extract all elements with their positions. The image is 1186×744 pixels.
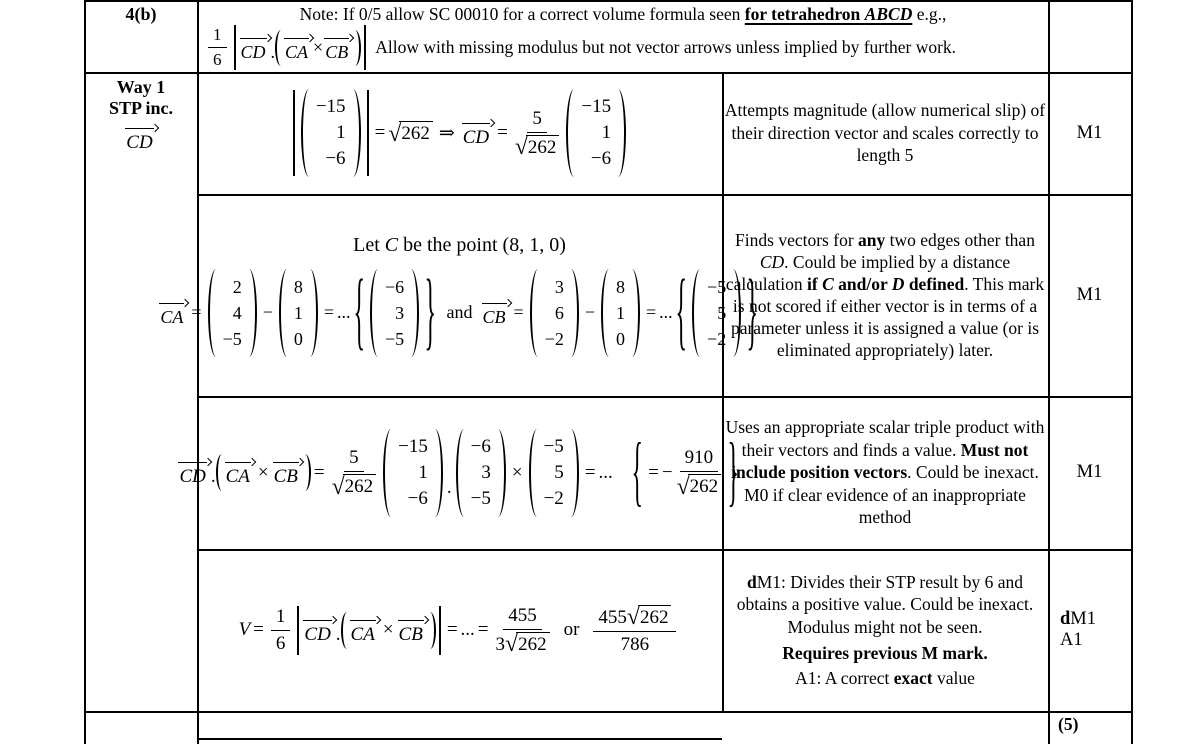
way-label: Way 1 (116, 77, 166, 97)
vector-CA: CA (224, 457, 255, 488)
vector-matrix: −5 5 −2 (529, 429, 579, 517)
note-text-post: e.g., (912, 4, 947, 24)
sqrt-262: √ 262 (388, 121, 433, 145)
vector-matrix: −6 3 −5 (370, 269, 419, 357)
note-line-2 (204, 24, 956, 71)
vector-matrix: 8 1 0 (279, 269, 318, 357)
vector-CA: CA (283, 33, 313, 63)
requires-previous-mark: Requires previous M mark. (782, 643, 988, 664)
vector-CD: CD (124, 123, 157, 154)
working-magnitude: −15 1 −6 = √ 262 ⇒ CD = 5 √ 262 −15 1 −6 (199, 74, 720, 192)
fraction-one-sixth: $\frac{1}{6}$ (208, 25, 227, 70)
row-divider-5 (84, 711, 1133, 713)
notes-magnitude: Attempts magnitude (allow numerical slip) of their direction vector and scales correctly to length 5 (724, 100, 1046, 166)
table-border-right (1131, 0, 1133, 744)
vector-CD: CD (177, 457, 210, 488)
vector-matrix: 2 4 −5 (208, 269, 257, 357)
vector-CA: CA (349, 615, 380, 646)
vector-matrix: −5 5 −2 (692, 269, 741, 357)
vector-CD: CD (302, 615, 335, 646)
note-underlined-phrase: for tetrahedron ABCD (744, 4, 913, 24)
answer-fraction-1: 455 3 √ 262 (496, 605, 550, 656)
mark-magnitude: M1 (1076, 122, 1103, 143)
modulus-stp: CD . CA × CB (294, 605, 443, 656)
total-mark: (5) (1058, 714, 1079, 734)
way-method-label: STP inc. (108, 98, 174, 118)
vector-matrix: 3 6 −2 (530, 269, 579, 357)
vector-matrix: −15 1 −6 (383, 429, 443, 517)
vector-matrix: −15 1 −6 (301, 89, 361, 177)
vector-CB: CB (397, 615, 428, 646)
fraction-one-sixth: $\frac{1}{6}$ (271, 606, 291, 655)
answer-fraction-2: 455 √ 262 786 (593, 605, 676, 656)
partial-inner-line (199, 738, 722, 740)
way-cell (86, 77, 196, 154)
note-line-1 (200, 4, 1046, 25)
working-volume: V = $\frac{1}{6}$ CD . CA × CB = ... = 455 3 √ 262 or 455 √ 262 786 (199, 551, 720, 709)
scale-fraction: 5 √ 262 (515, 108, 560, 159)
coefficient-fraction: 5 √ 262 (332, 447, 377, 498)
bracketed-result: = − 910 √ 262 (645, 447, 725, 498)
note-line-2-text: Allow with missing modulus but not vector arrows unless implied by further work. (375, 37, 957, 57)
question-number: 4(b) (125, 4, 157, 24)
paren-group: CA × CB (275, 30, 361, 66)
vector-CD: CD (461, 118, 494, 149)
mark-volume: dM1 A1 (1060, 609, 1096, 650)
volume-symbol: V (238, 619, 251, 640)
modulus-direction-vector (290, 89, 372, 177)
vector-CB: CB (272, 457, 303, 488)
note-text-pre: Note: If 0/5 allow SC 00010 for a correct volume formula seen (299, 4, 745, 24)
mark-edges: M1 (1076, 284, 1103, 305)
notes-edges: Finds vectors for any two edges other than CD. Could be implied by a distance calculation if C and/or D defined. This mark is not scored if either vector is in terms of a parameter unless it is assigned a value (or is eliminated appropriately) later. (725, 230, 1045, 360)
vector-CB: CB (323, 33, 353, 63)
vector-matrix: −6 3 −5 (456, 429, 506, 517)
vector-matrix: −15 1 −6 (566, 89, 626, 177)
vector-CD: CD (239, 33, 271, 63)
working-edges: Let C be the point (8, 1, 0) CA = 2 4 −5 − 8 1 0 = ... { −6 3 −5 } and CB = 3 6 −2 − 8 1 0 = ... { −5 5 −2 } (160, 233, 759, 359)
table-border-top (84, 0, 1133, 2)
notes-volume: dM1: Divides their STP result by 6 and obtains a positive value. Could be inexact. Modulus might not be seen. Requires previous M mark. A1: A correct exact value (736, 571, 1034, 688)
modulus-stp-formula: CD . CA × CB (231, 24, 370, 71)
vector-matrix: 8 1 0 (601, 269, 640, 357)
vector-CA: CA (158, 298, 188, 328)
paren-group: CA × CB (216, 454, 311, 491)
let-c-line: Let C be the point (8, 1, 0) (353, 233, 566, 256)
mark-stp: M1 (1076, 462, 1103, 482)
vector-CB: CB (481, 298, 511, 328)
working-stp: CD . CA × CB = 5 √ 262 −15 1 −6 . −6 3 −5 × −5 5 −2 = ... { = − 910 √ 262 } (199, 398, 720, 547)
notes-stp: Uses an appropriate scalar triple product with their vectors and finds a value. Must not include position vectors. Could be inexact. M0 if clear evidence of an inappropriate method (725, 417, 1045, 528)
paren-group: CA × CB (341, 612, 436, 649)
